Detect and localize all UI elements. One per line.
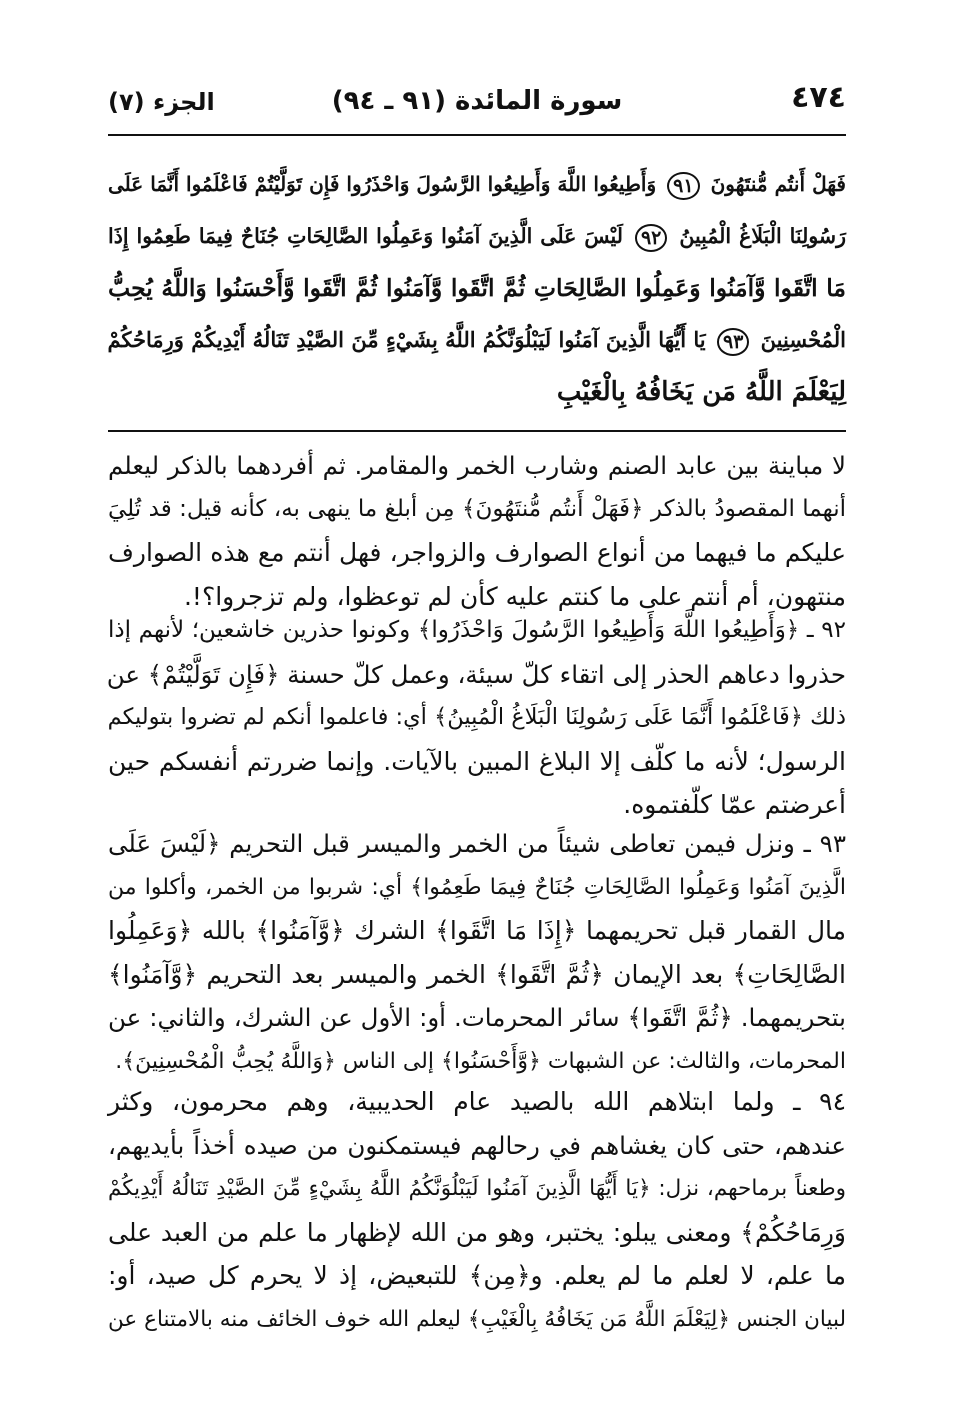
quran-line: [108, 210, 846, 262]
commentary-paragraph-4: [108, 1080, 846, 1341]
quran-line: [108, 366, 846, 418]
text-line: الصَّالِحَاتِ﴾ بعد الإيمان ﴿ثُمَّ اتَّقَوا﴾ الخمر والميسر بعد التحريم ﴿وَّآمَنُوا﴾: [108, 959, 846, 989]
text-line: منتهون، أم أنتم على ما كنتم عليه كأن لم توعظوا، ولم تزجروا؟!.: [183, 581, 846, 611]
verse-text: لَيْسَ عَلَى الَّذِينَ آمَنُوا وَعَمِلُوا الصَّالِحَاتِ جُنَاحٌ فِيمَا طَعِمُوا إِذَا: [108, 224, 623, 248]
verse-text: مَا اتَّقَوا وَّآمَنُوا وَعَمِلُوا الصَّالِحَاتِ ثُمَّ اتَّقَوا وَّآمَنُوا ثُمَّ اتَّقَوا وَّأَحْسَنُوا وَاللَّهُ يُحِبُّ: [108, 274, 846, 302]
text-line: لبيان الجنس ﴿لِيَعْلَمَ اللَّهُ مَن يَخَافُهُ بِالْغَيْبِ﴾ ليعلم الله خوف الخائف منه بالامتناع عن: [108, 1306, 846, 1332]
verse-text: رَسُولِنَا الْبَلَاغُ الْمُبِينُ: [679, 224, 847, 248]
verse-text: لِيَعْلَمَ اللَّهُ مَن يَخَافُهُ بِالْغَيْبِ: [556, 377, 846, 407]
commentary-paragraph-1: [108, 444, 846, 618]
commentary-paragraph-3: [108, 822, 846, 1083]
text-line: عندهم، حتى كان يغشاهم في رحالهم فيستمكنون من صيده أخذاً بأيديهم،: [108, 1130, 846, 1160]
text-line: أعرضتم عمّا كلّفتموه.: [623, 790, 846, 819]
quran-line: [108, 262, 846, 314]
text-line: الَّذِينَ آمَنُوا وَعَمِلُوا الصَّالِحَاتِ جُنَاحٌ فِيمَا طَعِمُوا﴾ أي: شربوا من الخمر، وأكلوا من: [108, 874, 846, 900]
header-divider: [108, 134, 846, 136]
text-line: بتحريمهما. ﴿ثُمَّ اتَّقَوا﴾ سائر المحرمات. أو: الأول عن الشرك، والثاني: عن: [108, 1003, 846, 1032]
juz-label: الجزء (٧): [108, 88, 215, 116]
text-line: وطعناً برماحهم، نزل: ﴿يَا أَيُّهَا الَّذِينَ آمَنُوا لَيَبْلُوَنَّكُمُ اللَّهُ بِشَيْءٍ مِّنَ الصَّيْدِ تَنَالُهُ أَيْدِيكُمْ: [108, 1176, 846, 1201]
page-number: ٤٧٤: [791, 80, 846, 115]
text-line: أنهما المقصودُ بالذكر ﴿فَهَلْ أَنتُم مُّنتَهُونَ﴾ مِن أبلغ ما ينهى به، كأنه قيل: قد تُلِيَ: [108, 495, 846, 522]
quran-verses: [108, 158, 846, 418]
text-line: وَرِمَاحُكُمْ﴾ ومعنى يبلو: يختبر، وهو من الله لإظهار ما علم من العبد على: [108, 1217, 846, 1247]
section-divider: [108, 430, 846, 432]
quran-line: [108, 314, 846, 366]
surah-title: سورة المائدة (٩١ ـ ٩٤): [331, 86, 623, 116]
verse-text: فَهَلْ أَنتُم مُّنتَهُونَ: [710, 172, 846, 196]
text-line: مال القمار قبل تحريمهما ﴿إِذَا مَا اتَّقَوا﴾ الشرك ﴿وَّآمَنُوا﴾ بالله ﴿وَعَمِلُوا: [108, 916, 846, 945]
page-header: [108, 80, 846, 128]
text-line: ٩٤ ـ ولما ابتلاهم الله بالصيد عام الحديبية، وهم محرمون، وكثر: [108, 1087, 846, 1116]
text-line: المحرمات، والثالث: عن الشبهات ﴿وَّأَحْسَنُوا﴾ إلى الناس ﴿وَاللَّهُ يُحِبُّ الْمُحْسِنِينَ﴾.: [115, 1048, 846, 1074]
ayah-number-marker: ٩٣: [717, 328, 749, 356]
ayah-number-marker: ٩١: [667, 172, 699, 200]
text-line: الرسول؛ لأنه ما كلّف إلا البلاغ المبين بالآيات. وإنما ضررتم أنفسكم حين: [108, 746, 846, 776]
verse-text: الْمُحْسِنِينَ: [760, 327, 846, 352]
text-line: حذروا دعاهم الحذر إلى اتقاء كلّ سيئة، وعمل كلّ حسنة ﴿فَإِن تَوَلَّيْتُمْ﴾ عن: [106, 659, 846, 689]
verse-text: يَا أَيُّهَا الَّذِينَ آمَنُوا لَيَبْلُوَنَّكُمُ اللَّهُ بِشَيْءٍ مِّنَ الصَّيْدِ تَنَالُهُ أَيْدِيكُمْ وَرِمَاحُكُمْ: [107, 327, 706, 352]
text-line: لا مباينة بين عابد الصنم وشارب الخمر والمقامر. ثم أفردهما بالذكر ليعلم: [108, 451, 846, 480]
text-line: عليكم ما فيهما من أنواع الصوارف والزواجر، فهل أنتم مع هذه الصوارف: [108, 538, 846, 567]
ayah-number-marker: ٩٢: [635, 224, 667, 252]
text-line: ٩٣ ـ ونزل فيمن تعاطى شيئاً من الخمر والميسر قبل التحريم ﴿لَيْسَ عَلَى: [108, 829, 846, 858]
text-line: ٩٢ ـ ﴿وَأَطِيعُوا اللَّهَ وَأَطِيعُوا الرَّسُولَ وَاحْذَرُوا﴾ وكونوا حذرين خاشعين؛ لأنهم إذا: [108, 617, 846, 643]
quran-line: [108, 158, 846, 210]
commentary-paragraph-2: [108, 609, 846, 827]
text-line: ذلك ﴿فَاعْلَمُوا أَنَّمَا عَلَى رَسُولِنَا الْبَلَاغُ الْمُبِينُ﴾ أي: فاعلموا أنكم لم تضروا بتوليكم: [107, 704, 846, 730]
verse-text: وَأَطِيعُوا اللَّهَ وَأَطِيعُوا الرَّسُولَ وَاحْذَرُوا فَإِن تَوَلَّيْتُمْ فَاعْلَمُوا أَنَّمَا عَلَى: [108, 172, 657, 196]
text-line: ما علم، لا لعلم ما لم يعلم. و﴿مِن﴾ للتبعيض، إذ لا يحرم كل صيد، أو:: [108, 1261, 846, 1290]
